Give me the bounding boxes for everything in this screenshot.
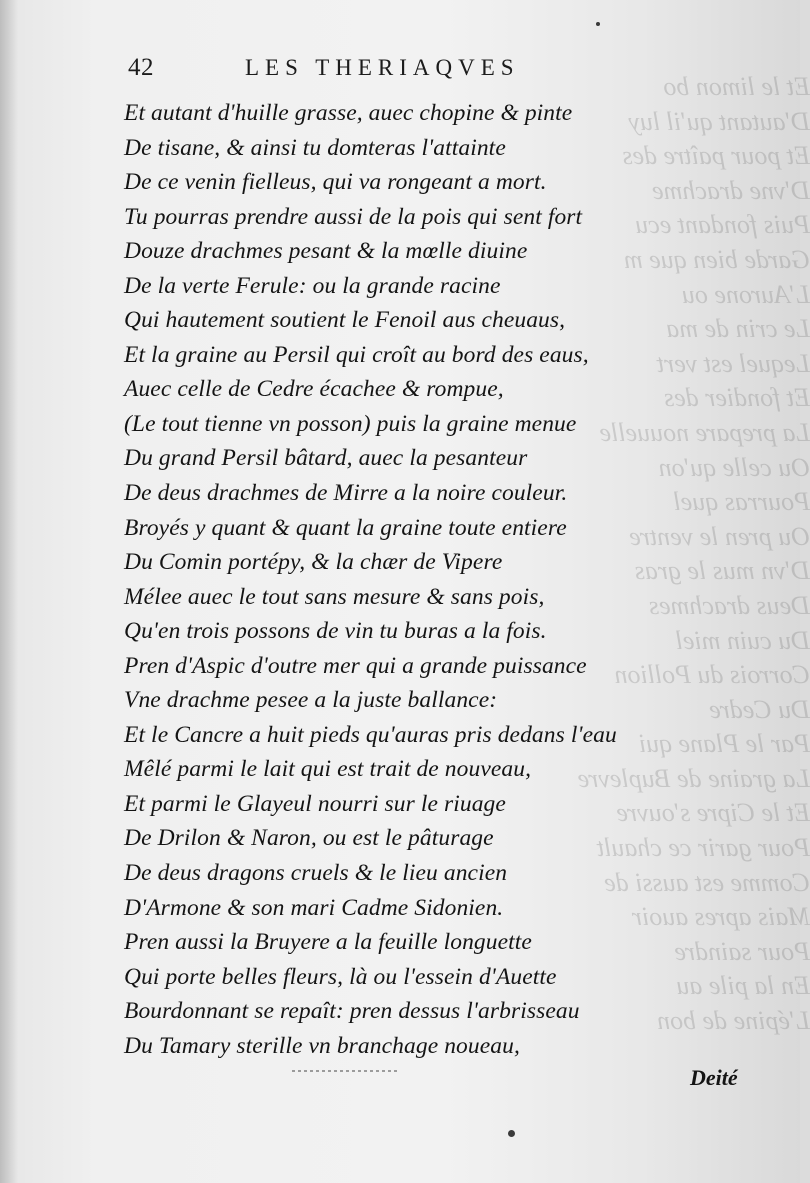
- verse-line: Bourdonnant se repaît: pren dessus l'arbrisseau: [124, 998, 580, 1025]
- verse-line: Qu'en trois possons de vin tu buras a la fois.: [124, 618, 547, 645]
- verse-line: Qui hautement soutient le Fenoil aus cheuaus,: [124, 307, 566, 334]
- verse-line: Et autant d'huille grasse, auec chopine & pinte: [124, 100, 573, 126]
- verse-line: Mélee auec le tout sans mesure & sans pois,: [124, 583, 545, 610]
- verse-line: Et le Cancre a huit pieds qu'auras pris dedans l'eau: [124, 721, 617, 748]
- verse-line: (Le tout tienne vn posson) puis la graine menue: [124, 410, 577, 437]
- gutter-shadow: [0, 0, 18, 1183]
- ink-speck: [596, 22, 600, 26]
- verse-line: Pren aussi la Bruyere a la feuille longuette: [124, 929, 532, 956]
- verse-line: De la verte Ferule: ou la grande racine: [124, 272, 501, 299]
- page-header: [120, 54, 600, 88]
- verse-line: Douze drachmes pesant & la mœlle diuine: [124, 238, 528, 265]
- verse-line: Pren d'Aspic d'outre mer qui a grande puissance: [124, 652, 587, 679]
- ink-speck: [508, 1130, 515, 1137]
- verse-line: De tisane, & ainsi tu domteras l'attainte: [124, 134, 506, 161]
- verse-line: Qui porte belles fleurs, là ou l'essein d'Auette: [124, 963, 557, 990]
- verse-line: Mêlé parmi le lait qui est trait de nouveau,: [124, 756, 532, 783]
- verse-line: Du Tamary sterille vn branchage noueau,: [124, 1032, 520, 1059]
- verse-line: De Drilon & Naron, ou est le pâturage: [124, 825, 494, 852]
- verse-line: De deus drachmes de Mirre a la noire couleur.: [124, 480, 568, 507]
- verse-line: Broyés y quant & quant la graine toute entiere: [124, 514, 567, 541]
- show-through-text: Et le limon bo D'autant qu'il luy Et pour paître des D'vne drachme Puis fondant ecu Garde bien que m L'Aurone ou Le crin de ma Lequel est vert Et fondier des La prepare nouuelle Ou celle qu'on Pourras quel Ou pren le ventre D'vn mus le gras Deus drachmes Du cuin miel Corrois du Pollion Du Cedre Par le Plane qui La graine de Buplevre Et le Cipre s'ouvre Pour garir ce chault Comme est aussi de Mais apres auoir Pour saindre En la pile au L'épine de bon: [577, 72, 810, 1036]
- verse-line: Et la graine au Persil qui croît au bord des eaus,: [124, 341, 589, 368]
- verse-line: De ce venin fielleus, qui va rongeant a mort.: [124, 169, 547, 196]
- verse-line: Du Comin portépy, & la chær de Vipere: [124, 549, 503, 576]
- verse-line: Tu pourras prendre aussi de la pois qui sent fort: [124, 203, 583, 230]
- verse-line: D'Armone & son mari Cadme Sidonien.: [124, 894, 504, 921]
- verse-line: Du grand Persil bâtard, auec la pesanteur: [124, 445, 528, 472]
- catchword: Deité: [690, 1065, 738, 1090]
- page-number: 42: [128, 54, 154, 81]
- poem-text: [124, 96, 644, 1063]
- running-title: LES THERIAQVES: [245, 55, 520, 80]
- verse-line: Auec celle de Cedre écachee & rompue,: [124, 376, 504, 403]
- verse-line: De deus dragons cruels & le lieu ancien: [124, 860, 508, 887]
- verse-line: Vne drachme pesee a la juste ballance:: [124, 687, 498, 714]
- verse-line: Et parmi le Glayeul nourri sur le riuage: [124, 790, 506, 817]
- ornament-rule: [292, 1070, 400, 1072]
